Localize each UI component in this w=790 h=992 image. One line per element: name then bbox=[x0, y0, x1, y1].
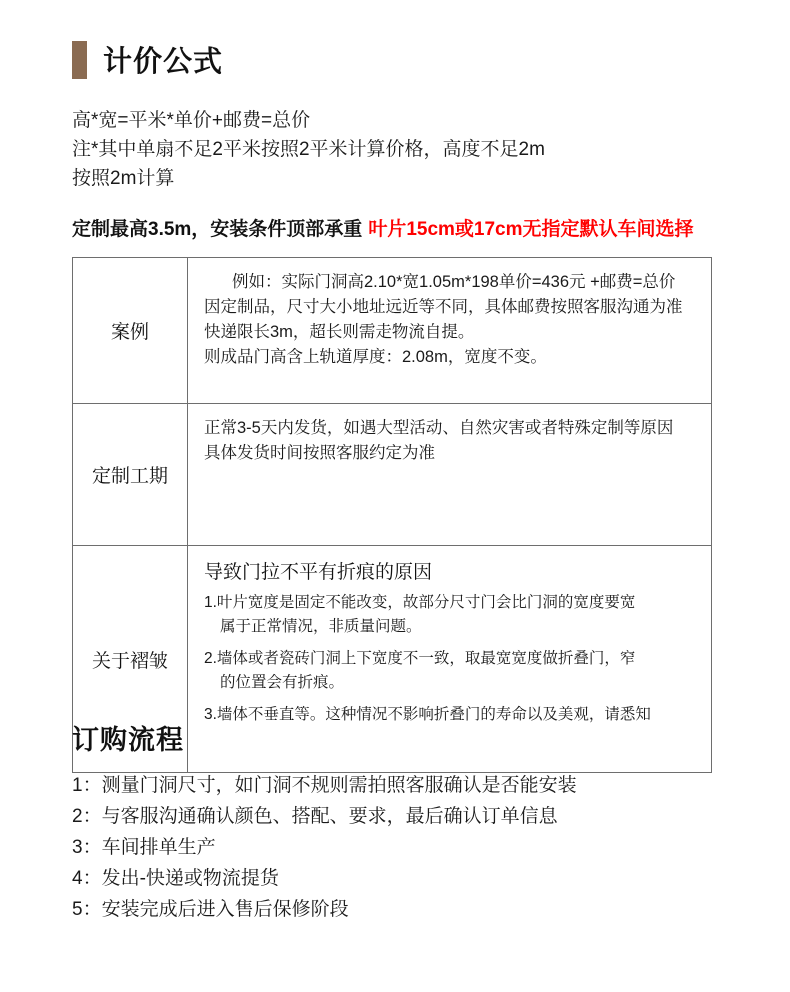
crease-reason-text: 1.叶片宽度是固定不能改变，故部分尺寸门会比门洞的宽度要宽 bbox=[204, 594, 636, 611]
order-section-title: 订购流程 bbox=[72, 725, 184, 755]
crease-heading: 导致门拉不平有折痕的原因 bbox=[204, 562, 433, 583]
pricing-formula-block bbox=[72, 106, 732, 193]
crease-reason-text: 2.墙体或者瓷砖门洞上下宽度不一致，取最宽宽度做折叠门，窄 bbox=[204, 650, 636, 667]
specification-table bbox=[72, 257, 712, 773]
case-line: 快递限长3m，超长则需走物流自提。 bbox=[204, 323, 475, 341]
row-content-lead-time bbox=[188, 404, 712, 546]
formula-line: 高*宽=平米*单价+邮费=总价 bbox=[72, 110, 311, 131]
case-line: 例如：实际门洞高2.10*宽1.05m*198单价=436元 +邮费=总价 bbox=[232, 273, 676, 291]
order-steps-list bbox=[72, 770, 732, 925]
row-content-case bbox=[188, 258, 712, 404]
row-label-case: 案例 bbox=[73, 258, 188, 404]
crease-reason-text-continued: 的位置会有折痕。 bbox=[220, 674, 345, 691]
order-step: 3：车间排单生产 bbox=[72, 837, 216, 858]
crease-reason-item bbox=[204, 647, 699, 695]
row-label-crease: 关于褶皱 bbox=[73, 546, 188, 773]
order-step: 1：测量门洞尺寸，如门洞不规则需拍照客服确认是否能安装 bbox=[72, 775, 577, 796]
order-step: 2：与客服沟通确认颜色、搭配、要求，最后确认订单信息 bbox=[72, 806, 558, 827]
pricing-section-title: 计价公式 bbox=[103, 46, 224, 78]
crease-reason-text: 3.墙体不垂直等。这种情况不影响折叠门的寿命以及美观，请悉知 bbox=[204, 706, 651, 723]
lead-time-line: 具体发货时间按照客服约定为准 bbox=[204, 444, 435, 462]
row-label-lead-time: 定制工期 bbox=[73, 404, 188, 546]
crease-reason-text-continued: 属于正常情况，非质量问题。 bbox=[220, 618, 422, 635]
table-row bbox=[73, 258, 712, 404]
case-line: 则成品门高含上轨道厚度：2.08m，宽度不变。 bbox=[204, 348, 547, 366]
pricing-section-heading bbox=[72, 39, 223, 80]
order-step: 4：发出-快递或物流提货 bbox=[72, 868, 279, 889]
case-line: 因定制品，尺寸大小地址远近等不同，具体邮费按照客服沟通为准 bbox=[204, 298, 683, 316]
order-step: 5：安装完成后进入售后保修阶段 bbox=[72, 899, 349, 920]
table-row bbox=[73, 404, 712, 546]
max-height-notice bbox=[72, 214, 694, 241]
lead-time-line: 正常3-5天内发货，如遇大型活动、自然灾害或者特殊定制等原因 bbox=[204, 419, 674, 437]
formula-line: 注*其中单扇不足2平米按照2平米计算价格，高度不足2m bbox=[72, 139, 545, 160]
order-section-heading bbox=[72, 718, 184, 757]
crease-reason-item bbox=[204, 703, 699, 727]
notice-black-text: 定制最高3.5m，安装条件顶部承重 bbox=[72, 219, 363, 240]
accent-bar-decoration bbox=[72, 41, 87, 79]
formula-line: 按照2m计算 bbox=[72, 168, 175, 189]
row-content-crease bbox=[188, 546, 712, 773]
crease-reason-item bbox=[204, 591, 699, 639]
notice-red-text: 叶片15cm或17cm无指定默认车间选择 bbox=[368, 219, 694, 240]
